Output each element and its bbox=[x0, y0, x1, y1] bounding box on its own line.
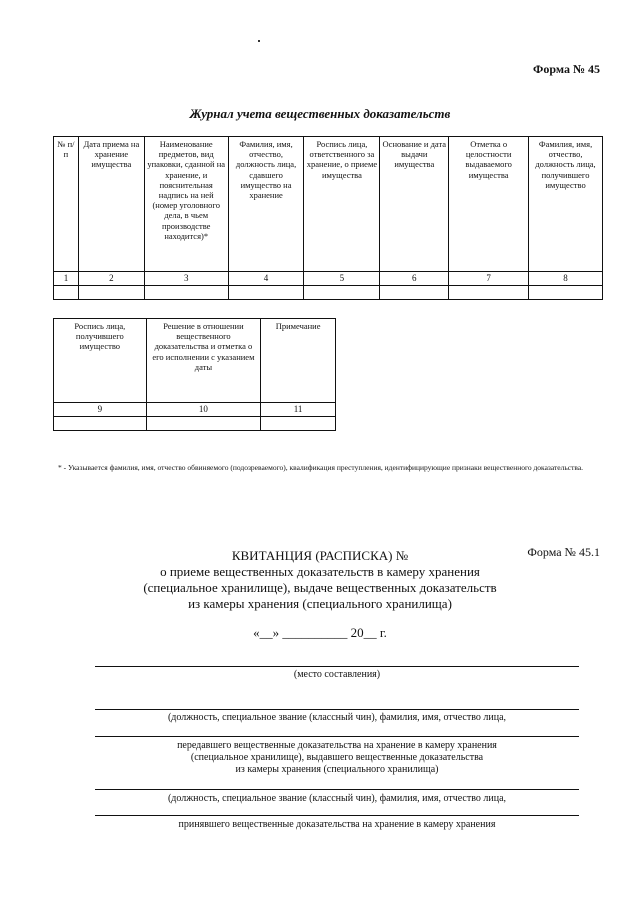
col-header-integrity-mark: Отметка о целостности выдаваемого имущества bbox=[449, 137, 529, 272]
table-cell bbox=[380, 286, 449, 300]
transfer-line bbox=[95, 736, 579, 737]
official-line bbox=[95, 789, 579, 790]
col-header-note: Примечание bbox=[261, 319, 336, 403]
form-45-label: Форма № 45 bbox=[533, 62, 600, 76]
evidence-journal-continuation-table bbox=[53, 318, 336, 431]
table-cell bbox=[78, 286, 144, 300]
col-header-receipt-date: Дата приема на хранение имущества bbox=[78, 137, 144, 272]
place-line bbox=[95, 666, 579, 667]
journal-title: Журнал учета вещественных доказательств bbox=[189, 106, 451, 121]
table-cell bbox=[54, 286, 79, 300]
table-cell bbox=[146, 417, 261, 431]
table-row bbox=[54, 417, 336, 431]
official-caption: (должность, специальное звание (классный чин), фамилия, имя, отчество лица, bbox=[167, 712, 507, 723]
col-header-depositor: Фамилия, имя, отчество, должность лица, сдавшего имущество на хранение bbox=[228, 137, 304, 272]
receipt-date-line: «__» __________ 20__ г. bbox=[253, 625, 387, 640]
table-cell bbox=[449, 286, 529, 300]
official-line bbox=[95, 709, 579, 710]
column-number: 1 bbox=[54, 272, 79, 286]
receipt-title-line: о приеме вещественных доказательств в камеру хранения bbox=[160, 564, 480, 579]
transfer-caption-line: (специальное хранилище), выдавшего вещественные доказательства bbox=[190, 752, 484, 763]
table-row bbox=[54, 286, 603, 300]
column-number: 4 bbox=[228, 272, 304, 286]
receipt-title-line: (специальное хранилище), выдаче вещественных доказательств bbox=[143, 580, 497, 595]
column-number: 9 bbox=[54, 403, 147, 417]
transfer-caption-line: из камеры хранения (специального хранилища) bbox=[235, 764, 439, 775]
evidence-journal-table bbox=[53, 136, 603, 300]
table-cell bbox=[261, 417, 336, 431]
table-cell bbox=[144, 286, 228, 300]
col-header-recipient: Фамилия, имя, отчество, должность лица, получившего имущество bbox=[529, 137, 603, 272]
column-number: 2 bbox=[78, 272, 144, 286]
scan-speck bbox=[258, 40, 260, 42]
col-header-number: № п/п bbox=[54, 137, 79, 272]
col-header-release-basis: Основание и дата выдачи имущества bbox=[380, 137, 449, 272]
col-header-recipient-signature: Роспись лица, получившего имущество bbox=[54, 319, 147, 403]
column-number: 10 bbox=[146, 403, 261, 417]
table-cell bbox=[228, 286, 304, 300]
acceptor-line bbox=[95, 815, 579, 816]
column-number: 8 bbox=[529, 272, 603, 286]
receipt-title-line: КВИТАНЦИЯ (РАСПИСКА) № bbox=[231, 548, 409, 563]
column-number: 6 bbox=[380, 272, 449, 286]
receipt-title bbox=[0, 548, 640, 612]
form-45-1-label: Форма № 45.1 bbox=[527, 545, 600, 559]
acceptor-caption: принявшего вещественные доказательства на хранение в камеру хранения bbox=[178, 819, 496, 830]
column-number: 3 bbox=[144, 272, 228, 286]
footnote: * - Указывается фамилия, имя, отчество обвиняемого (подозреваемого), квалификация преступления, идентифицирующие признаки вещественного доказательства. bbox=[58, 463, 584, 472]
table-cell bbox=[54, 417, 147, 431]
receipt-title-line: из камеры хранения (специального хранилища) bbox=[188, 596, 452, 611]
official-caption: (должность, специальное звание (классный чин), фамилия, имя, отчество лица, bbox=[167, 793, 507, 804]
col-header-custodian-signature: Роспись лица, ответственного за хранение, о приеме имущества bbox=[304, 137, 380, 272]
col-header-decision: Решение в отношении вещественного доказательства и отметка о его исполнении с указанием даты bbox=[146, 319, 261, 403]
table-header-row bbox=[54, 137, 603, 272]
column-number: 11 bbox=[261, 403, 336, 417]
place-caption: (место составления) bbox=[293, 669, 381, 680]
column-number: 5 bbox=[304, 272, 380, 286]
transfer-caption bbox=[95, 740, 579, 776]
column-number: 7 bbox=[449, 272, 529, 286]
table-cell bbox=[529, 286, 603, 300]
table-cell bbox=[304, 286, 380, 300]
col-header-item-name: Наименование предметов, вид упаковки, сданной на хранение, и пояснительная надпись на ней (номер уголовного дела, в чьем производстве находится)* bbox=[144, 137, 228, 272]
table-header-row bbox=[54, 319, 336, 403]
transfer-caption-line: передавшего вещественные доказательства на хранение в камеру хранения bbox=[177, 740, 497, 751]
column-number-row bbox=[54, 403, 336, 417]
column-number-row bbox=[54, 272, 603, 286]
